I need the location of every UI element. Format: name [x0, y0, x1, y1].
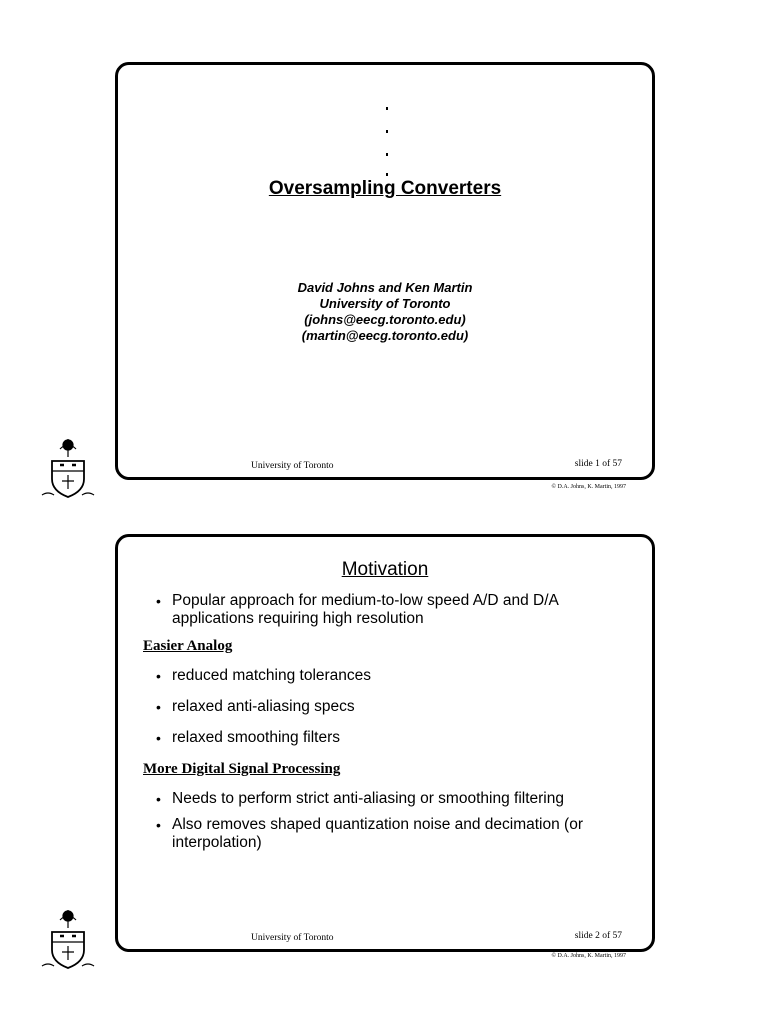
list-item: • Needs to perform strict anti-aliasing or smoothing filtering — [156, 790, 626, 808]
decorative-dot — [386, 107, 388, 110]
intro-bullet-list — [156, 592, 626, 628]
list-item: • relaxed anti-aliasing specs — [156, 698, 626, 716]
copyright-notice: © D.A. Johns, K. Martin, 1997 — [551, 484, 626, 490]
university-crest-icon — [38, 437, 98, 501]
slide-2 — [115, 534, 655, 952]
decorative-dot — [386, 153, 388, 156]
footer-institution: University of Toronto — [251, 461, 334, 471]
author-affiliation: University of Toronto — [319, 296, 451, 311]
list-item: • Also removes shaped quantization noise and decimation (or interpolation) — [156, 816, 626, 852]
slide-1 — [115, 62, 655, 480]
list-item: • Popular approach for medium-to-low speed A/D and D/A applications requiring high resolution — [156, 592, 626, 628]
list-item: • relaxed smoothing filters — [156, 729, 626, 747]
author-email: (martin@eecg.toronto.edu) — [301, 328, 469, 343]
author-email: (johns@eecg.toronto.edu) — [304, 312, 466, 327]
digital-processing-bullet-list — [156, 790, 626, 852]
slide-number: slide 1 of 57 — [574, 459, 622, 469]
decorative-dot — [386, 130, 388, 133]
easier-analog-bullet-list — [156, 667, 626, 747]
university-crest-icon — [38, 908, 98, 972]
section-heading: Easier Analog — [143, 638, 233, 654]
list-item: • reduced matching tolerances — [156, 667, 626, 685]
decorative-dot — [386, 173, 388, 176]
footer-institution: University of Toronto — [251, 933, 334, 943]
author-block — [118, 280, 652, 344]
author-names: David Johns and Ken Martin — [297, 280, 473, 295]
slide-title: Oversampling Converters — [268, 178, 502, 199]
section-heading: More Digital Signal Processing — [143, 761, 341, 777]
copyright-notice: © D.A. Johns, K. Martin, 1997 — [551, 953, 626, 959]
slide-title: Motivation — [341, 559, 429, 580]
slide-number: slide 2 of 57 — [574, 931, 622, 941]
